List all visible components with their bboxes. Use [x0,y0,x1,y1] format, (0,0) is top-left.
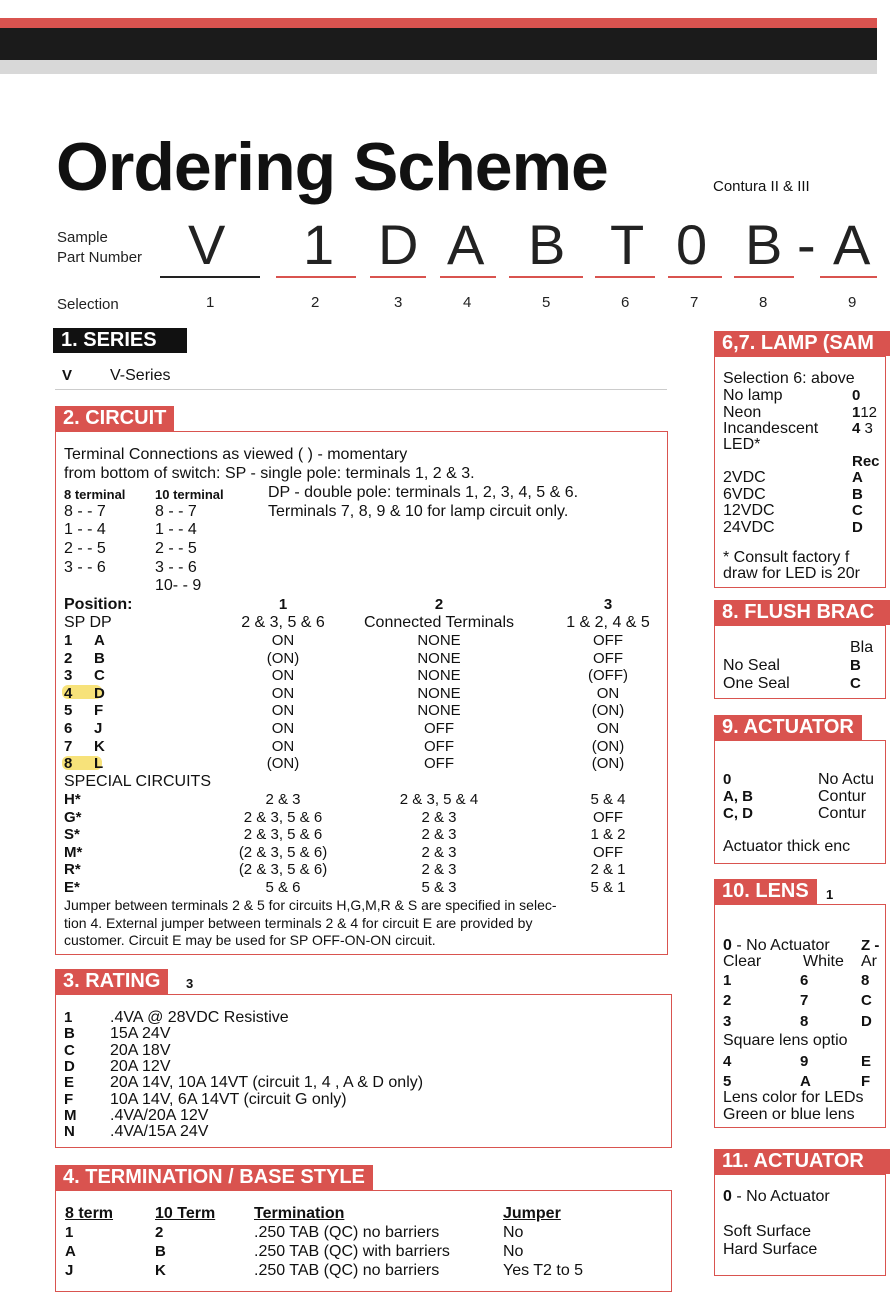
dp-note-1: DP - double pole: terminals 1, 2, 3, 4, 5 & 6. [268,484,579,501]
actuator9-heading: 9. ACTUATOR [714,715,862,740]
row-p3: (ON) [591,755,625,773]
row-dp: B [94,649,105,667]
special-p3: 1 & 2 [590,826,626,843]
rating-code: F [64,1090,74,1108]
row-sp: 2 [64,649,73,667]
lamp-volt-code: D [852,519,863,536]
series-code: V [62,367,73,384]
pn-char: B [745,213,783,276]
top-black-bar [0,28,877,60]
pn-char: T [610,213,645,276]
special-p2: 2 & 3 [421,826,457,843]
row-p2: NONE [417,702,461,720]
lamp-name: No lamp [723,387,783,404]
position-label: Position: [64,596,133,613]
termination-desc: .250 TAB (QC) no barriers [254,1262,440,1279]
termination-jumper: No [503,1243,524,1260]
term8-item: 3 - - 6 [64,559,106,576]
special-code: H* [64,791,81,808]
actuator9-code: 0 [723,771,732,788]
circuit-table [64,632,664,774]
termination-jumper: No [503,1224,524,1241]
lamp-volt: 24VDC [723,519,775,536]
termination-8: J [65,1262,74,1279]
lamp-name: Neon [723,404,762,421]
rating-note: 3 [186,976,194,991]
selection-label: Selection [57,296,119,313]
position-sub: Connected Terminals [363,614,514,631]
selection-number: 8 [759,294,768,311]
term10-item: 3 - - 6 [155,559,197,576]
row-p2: OFF [424,720,454,737]
row-sp: 6 [64,720,73,737]
pn-underline [276,276,356,278]
special-code: S* [64,826,80,843]
special-p3: 2 & 1 [590,861,626,878]
row-p3: ON [596,684,620,702]
term8-item: 8 - - 7 [64,503,106,520]
special-code: R* [64,861,81,878]
pn-underline [370,276,426,278]
rating-desc: .4VA/15A 24V [110,1123,209,1141]
col-10-terminal: 10 terminal [155,487,224,502]
term10-item: 2 - - 5 [155,540,197,557]
special-p3: OFF [593,808,623,826]
special-table [64,791,664,897]
row-dp: A [94,632,105,649]
row-p3: OFF [593,649,623,667]
special-p1: (2 & 3, 5 & 6) [238,843,328,861]
row-sp: 5 [64,702,73,720]
row-p1: (ON) [266,755,300,773]
special-p2: 2 & 3 [421,843,457,861]
selection-number: 6 [621,294,630,311]
term8-item: 1 - - 4 [64,521,106,538]
lens-code: F [861,1073,871,1090]
selection-number: 5 [542,294,551,311]
special-code: E* [64,878,80,896]
rating-code: C [64,1041,75,1059]
page-subtitle: Contura II & III [713,178,810,195]
lens-code: 1 [723,972,732,989]
row-dp: D [94,684,105,702]
selection-number: 2 [311,294,320,311]
lens-line0: 0 - No Actuator [723,937,830,954]
row-p1: ON [271,737,295,755]
top-red-bar [0,18,877,28]
lens-col: White [803,953,844,970]
circuit-footnote-1: Jumper between terminals 2 & 5 for circuits H,G,M,R & S are specified in selec- [64,897,557,913]
termination-col-header: 10 Term [155,1205,216,1222]
special-p1: 2 & 3, 5 & 6 [243,826,323,843]
lens-code: D [861,1013,872,1030]
rating-desc: .4VA @ 28VDC Resistive [110,1009,289,1026]
special-p3: OFF [593,843,623,861]
termination-heading: 4. TERMINATION / BASE STYLE [55,1165,373,1190]
rating-desc: .4VA/20A 12V [110,1106,209,1124]
pn-char: A [447,213,485,276]
selection-number: 7 [690,294,699,311]
special-p1: (2 & 3, 5 & 6) [238,861,328,878]
rating-code: B [64,1025,75,1043]
rating-desc: 20A 14V, 10A 14VT (circuit 1, 4 , A & D only) [110,1074,424,1092]
pn-char: - [797,213,816,276]
term10-item: 1 - - 4 [155,521,197,538]
term10-item: 8 - - 7 [155,503,197,520]
row-p1: ON [271,720,295,737]
rating-list [64,1009,664,1144]
special-p2: 2 & 3 [421,808,457,826]
lamp-volt-code: A [852,469,863,486]
special-code: M* [64,843,83,861]
lens-col: Ar [861,953,877,970]
actuator11-item: Hard Surface [723,1241,818,1258]
termination-10: B [155,1243,166,1260]
actuator11-item: Soft Surface [723,1223,812,1240]
lens-code: 8 [800,1013,809,1030]
lamp-volt: 2VDC [723,469,766,486]
pn-underline [820,276,877,278]
row-sp: 8 [64,755,73,773]
rating-code: M [64,1106,77,1124]
row-p2: OFF [424,737,454,755]
lamp-line1: Selection 6: above [723,370,855,387]
sp-dp-label: SP DP [64,614,112,631]
position-sub: 1 & 2, 4 & 5 [566,614,650,631]
lens-foot-2: Green or blue lens [723,1106,855,1123]
lamp-volt: 12VDC [723,502,775,519]
termination-8: 1 [65,1224,74,1241]
lens-code: 6 [800,972,809,989]
lens-code: 7 [800,992,809,1009]
rating-code: 1 [64,1009,73,1026]
actuator9-desc: Contur [818,788,867,805]
row-p1: ON [271,702,295,720]
flush-name: No Seal [723,657,780,674]
dp-note-2: Terminals 7, 8, 9 & 10 for lamp circuit only. [268,503,569,520]
circuit-heading: 2. CIRCUIT [55,406,174,431]
selection-number: 4 [463,294,472,311]
row-p2: NONE [417,632,461,649]
actuator9-code: A, B [723,788,753,805]
flush-col: Bla [850,639,874,656]
row-dp: J [94,720,103,737]
special-p3: 5 & 4 [590,791,626,808]
pn-char: A [833,213,871,276]
row-dp: F [94,702,104,720]
termination-8: A [65,1243,76,1260]
special-code: G* [64,808,82,826]
row-p1: ON [271,632,295,649]
actuator9-code: C, D [723,805,753,822]
special-p2: 5 & 3 [421,878,457,896]
lamp-volt: 6VDC [723,486,766,503]
row-sp: 7 [64,737,73,755]
lamp-volt-code: C [852,502,863,519]
pn-underline [734,276,794,278]
rating-desc: 20A 12V [110,1057,171,1075]
lamp-note-2: draw for LED is 20r [723,565,860,582]
termination-desc: .250 TAB (QC) no barriers [254,1224,440,1241]
lamp-code-wrap: 112 [852,404,878,421]
term8-item: 2 - - 5 [64,540,106,557]
lens-code: A [800,1073,811,1090]
actuator9-note: Actuator thick enc [723,838,851,855]
lens-code: 5 [723,1073,732,1090]
top-grey-bar [0,60,877,74]
actuator9-desc: Contur [818,805,867,822]
lamp-name: LED* [723,436,761,453]
series-desc: V-Series [110,367,171,384]
page-title: Ordering Scheme [56,129,608,205]
termination-col-header: Jumper [503,1205,561,1222]
lens-code: 4 [723,1053,732,1070]
special-p1: 5 & 6 [265,878,301,896]
row-p2: NONE [417,649,461,667]
lens-code: C [861,992,872,1009]
pn-char: 1 [303,213,335,276]
row-p3: ON [596,720,620,737]
row-p3: OFF [593,632,623,649]
row-sp: 1 [64,632,73,649]
special-p1: 2 & 3 [265,791,301,808]
special-circuits-label: SPECIAL CIRCUITS [64,773,211,790]
rating-code: D [64,1057,75,1075]
row-p3: (OFF) [588,667,628,685]
lens-code: E [861,1053,872,1070]
position-header: 1 [278,596,288,613]
pn-underline [595,276,655,278]
lens-note: 1 [826,887,834,902]
row-dp: L [94,755,104,773]
rating-code: E [64,1074,75,1092]
selection-number: 3 [394,294,403,311]
row-p2: NONE [417,684,461,702]
lens-foot-1: Lens color for LEDs [723,1089,864,1106]
rating-desc: 20A 18V [110,1041,171,1059]
lamp-heading: 6,7. LAMP (SAM [714,331,890,356]
lens-code: 3 [723,1013,732,1030]
lens-code: 8 [861,972,870,989]
row-p2: NONE [417,667,461,685]
termination-10: 2 [155,1224,164,1241]
rating-code: N [64,1123,75,1141]
actuator11-line0: 0 - No Actuator [723,1188,830,1205]
circuit-intro-1: Terminal Connections as viewed ( ) - momentary [64,446,408,463]
rating-desc: 10A 14V, 6A 14VT (circuit G only) [110,1090,347,1108]
selection-number: 9 [848,294,857,311]
actuator11-heading: 11. ACTUATOR [714,1149,890,1174]
termination-col-header: 8 term [65,1205,114,1222]
lamp-code: 0 [852,387,861,404]
termination-desc: .250 TAB (QC) with barriers [254,1243,450,1260]
row-sp: 3 [64,667,73,685]
rating-heading: 3. RATING [55,969,168,994]
row-dp: C [94,667,105,685]
pn-char: B [528,213,566,276]
lens-code: 9 [800,1053,809,1070]
lamp-note-1: * Consult factory f [723,549,850,566]
flush-name: One Seal [723,675,790,692]
row-sp: 4 [64,684,73,702]
termination-10: K [155,1262,166,1279]
circuit-footnote-2: tion 4. External jumper between terminals 2 & 4 for circuit E are provided by [64,915,533,931]
termination-col-header: Termination [254,1205,345,1222]
position-header: 3 [603,596,613,613]
lamp-name: Incandescent [723,420,819,437]
special-p3: 5 & 1 [590,878,626,896]
pn-underline [509,276,583,278]
position-sub: 2 & 3, 5 & 6 [241,614,325,631]
row-p3: (ON) [591,702,625,720]
special-p2: 2 & 3 [421,861,457,878]
special-p1: 2 & 3, 5 & 6 [243,808,323,826]
series-divider [55,389,667,390]
special-p2: 2 & 3, 5 & 4 [399,791,479,808]
row-p1: (ON) [266,649,300,667]
flush-code: B [850,657,861,674]
term10-item: 10- - 9 [155,577,202,594]
sample-part-number-label: Sample Part Number [57,229,143,266]
termination-jumper: Yes T2 to 5 [503,1262,584,1279]
lens-line0b: Z - [861,937,880,954]
lamp-volt-code: B [852,486,863,503]
pn-char: V [188,213,226,276]
selection-number: 1 [206,294,215,311]
series-heading: 1. SERIES [53,328,187,353]
row-p1: ON [271,667,295,685]
lens-square: Square lens optio [723,1032,848,1049]
row-p3: (ON) [591,737,625,755]
actuator9-desc: No Actu [818,771,875,788]
flush-heading: 8. FLUSH BRAC [714,600,890,625]
flush-code: C [850,675,861,692]
lamp-code-wrap: 4 3 [852,420,873,437]
circuit-footnote-3: customer. Circuit E may be used for SP OFF-ON-ON circuit. [64,932,436,948]
lens-heading: 10. LENS [714,879,817,904]
pn-underline [160,276,260,278]
pn-underline [440,276,496,278]
lens-code: 2 [723,992,732,1009]
row-p2: OFF [424,755,454,773]
lens-col: Clear [723,953,762,970]
pn-underline [668,276,722,278]
circuit-intro-2: from bottom of switch: SP - single pole: terminals 1, 2 & 3. [64,465,475,482]
position-header: 2 [434,596,444,613]
row-p1: ON [271,684,295,702]
lamp-red-label: Rec [852,453,880,470]
row-dp: K [94,737,105,755]
pn-char: 0 [676,213,708,276]
rating-desc: 15A 24V [110,1025,171,1043]
pn-char: D [378,213,419,276]
col-8-terminal: 8 terminal [64,487,126,502]
